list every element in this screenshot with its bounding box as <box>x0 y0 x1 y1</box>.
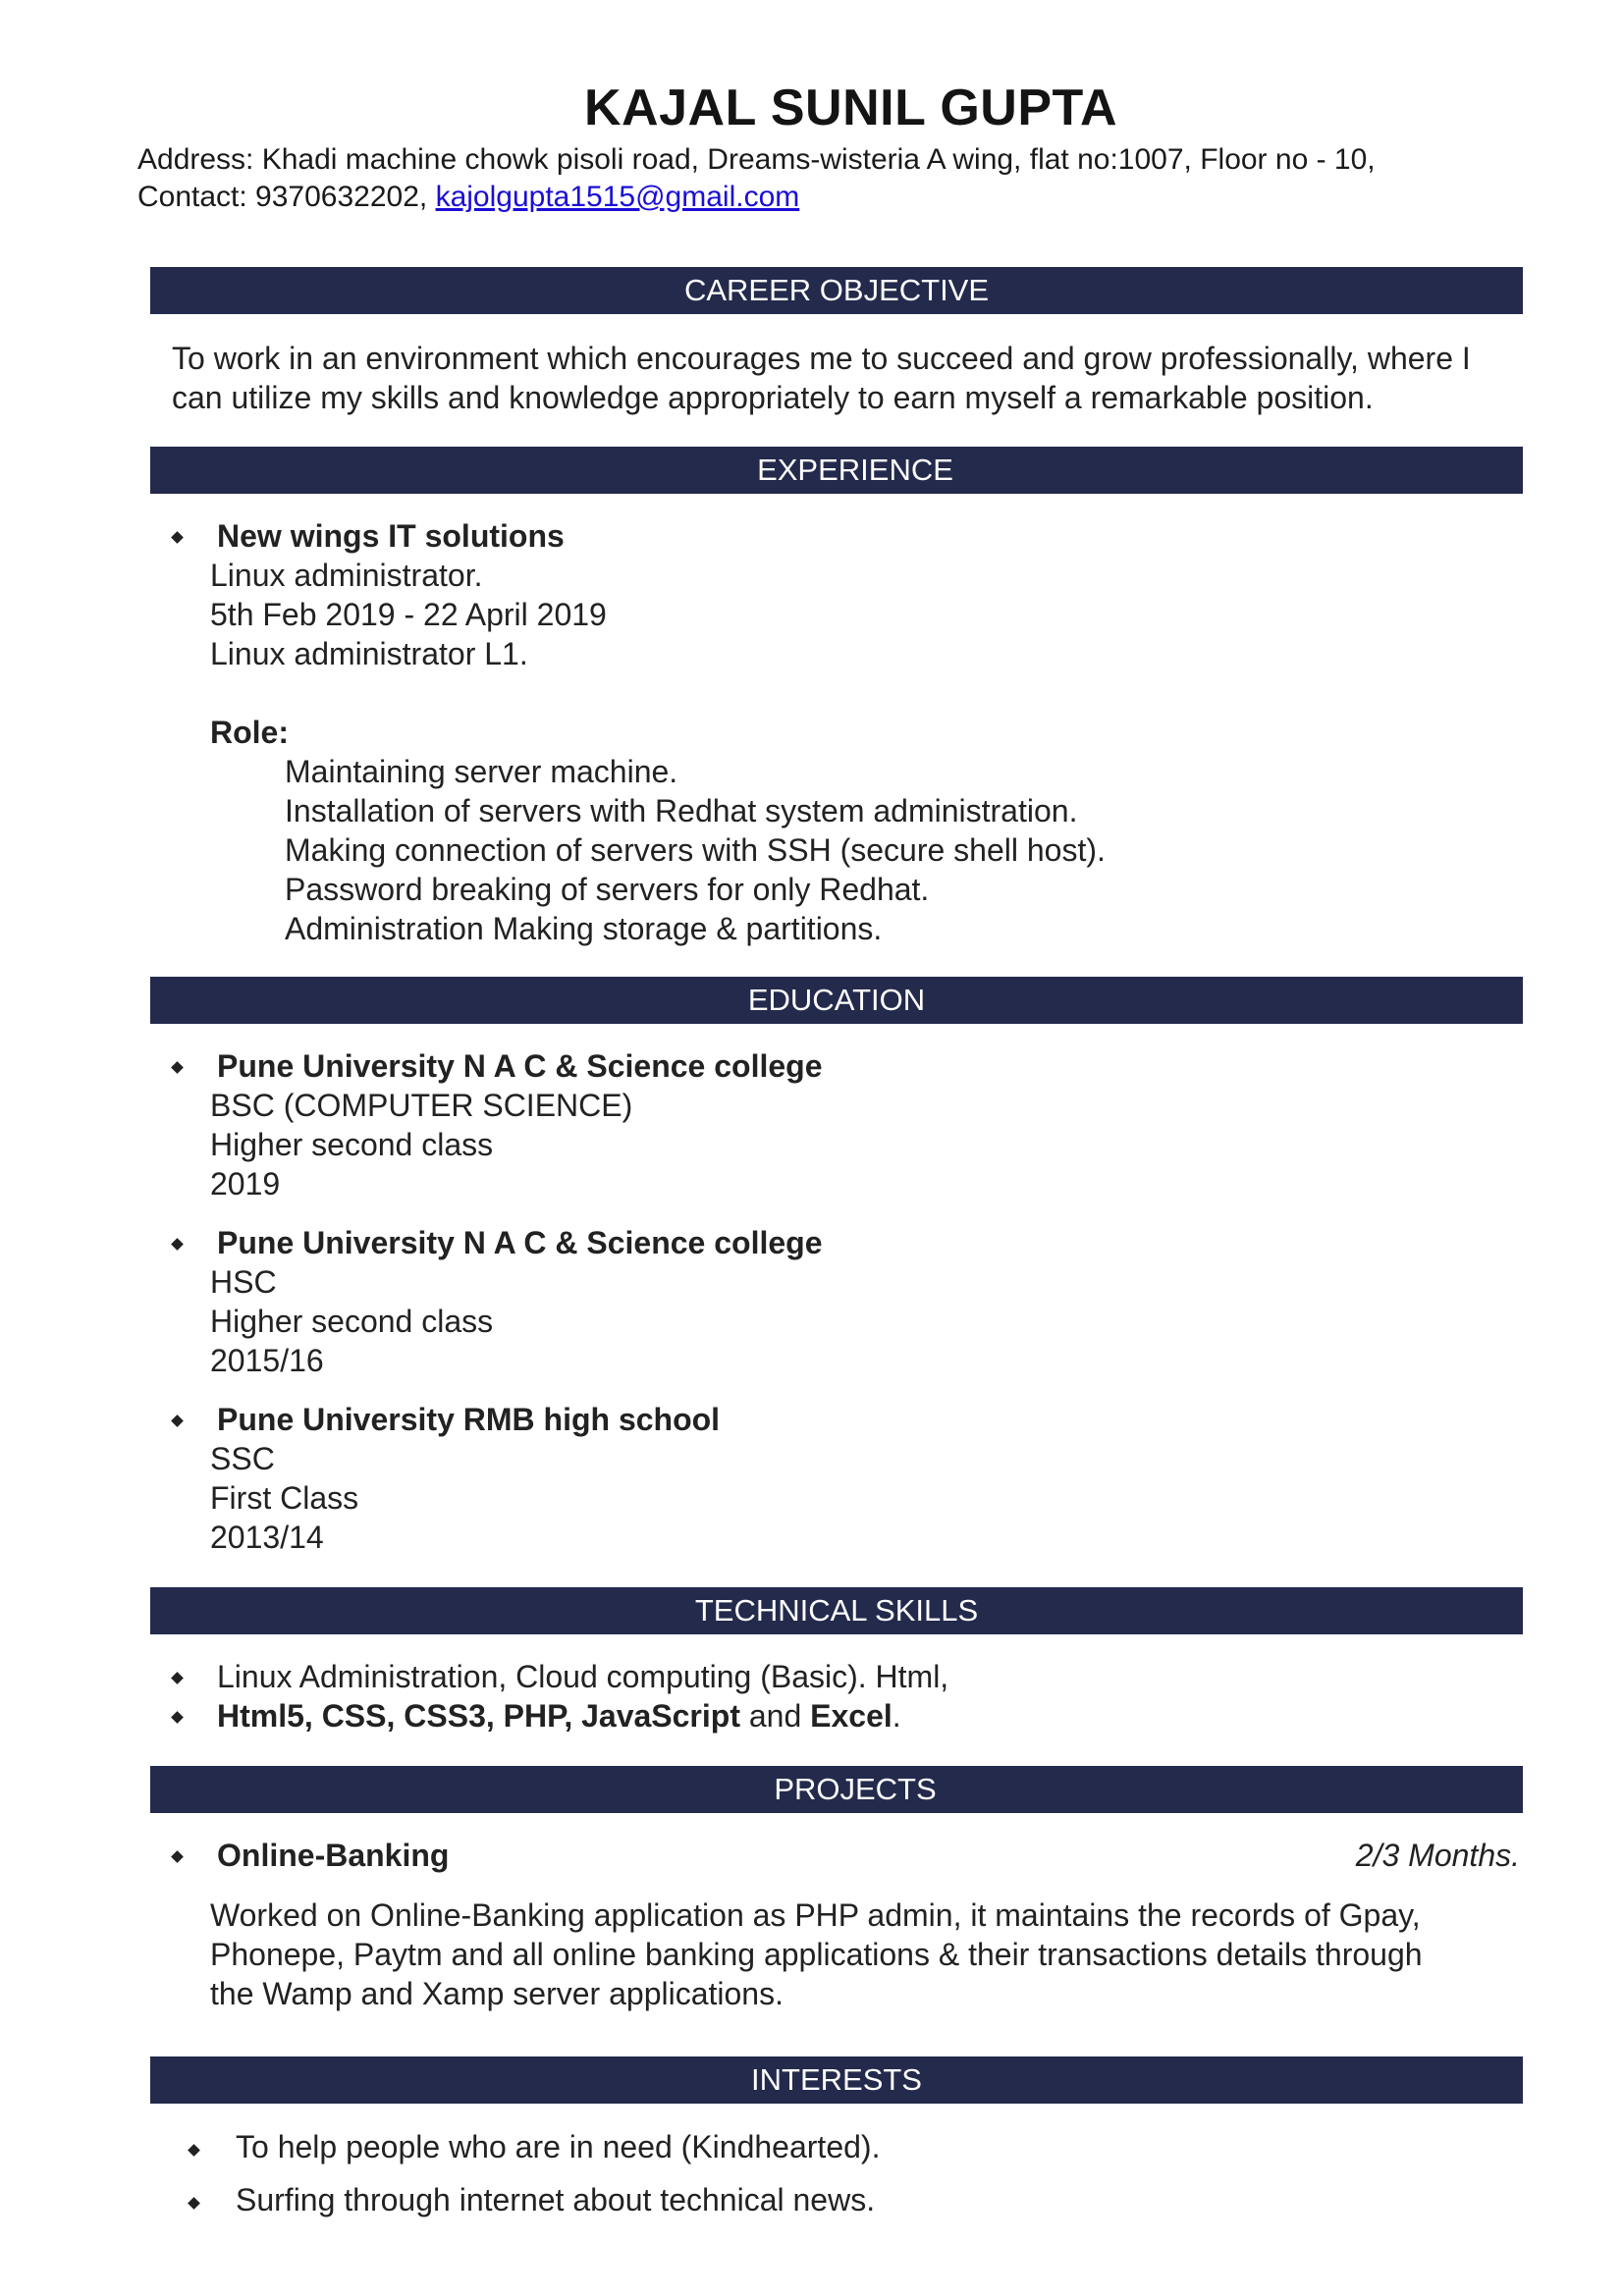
bullet-icon <box>171 531 184 544</box>
education-institution: Pune University RMB high school <box>217 1402 721 1437</box>
project-desc-line: the Wamp and Xamp server applications. <box>210 1976 784 2011</box>
section-title: INTERESTS <box>751 2062 922 2097</box>
bullet-icon <box>171 1415 184 1427</box>
education-institution: Pune University N A C & Science college <box>217 1048 823 1084</box>
interest-item: To help people who are in need (Kindhearted). <box>236 2129 881 2164</box>
project-duration: 2/3 Months. <box>1355 1838 1520 1873</box>
email-link[interactable]: kajolgupta1515@gmail.com <box>435 181 800 213</box>
bullet-icon <box>171 1238 184 1251</box>
education-grade: Higher second class <box>210 1304 494 1339</box>
phone-text: Contact: 9370632202, <box>137 181 436 213</box>
section-title: EDUCATION <box>747 983 926 1017</box>
skills-line-1: Linux Administration, Cloud computing (Basic). Html, <box>217 1659 949 1694</box>
objective-line-2: can utilize my skills and knowledge appropriately to earn myself a remarkable position. <box>172 380 1374 415</box>
section-bar-projects <box>150 1766 1523 1813</box>
education-degree: SSC <box>210 1441 275 1476</box>
education-year: 2019 <box>210 1166 281 1201</box>
contact-line <box>137 181 799 214</box>
section-title: EXPERIENCE <box>757 453 953 487</box>
education-grade: Higher second class <box>210 1127 494 1162</box>
education-year: 2015/16 <box>210 1343 324 1378</box>
section-bar-career-objective <box>150 267 1523 314</box>
project-desc-line: Phonepe, Paytm and all online banking applications & their transactions details through <box>210 1937 1423 1972</box>
role-label: Role: <box>210 715 289 750</box>
experience-position: Linux administrator. <box>210 558 483 593</box>
interest-item: Surfing through internet about technical news. <box>236 2182 876 2217</box>
project-name: Online-Banking <box>217 1838 450 1873</box>
section-bar-technical-skills <box>150 1587 1523 1634</box>
experience-dates: 5th Feb 2019 - 22 April 2019 <box>210 597 607 632</box>
candidate-name: KAJAL SUNIL GUPTA <box>584 80 1117 136</box>
education-degree: BSC (COMPUTER SCIENCE) <box>210 1088 633 1123</box>
section-bar-interests <box>150 2056 1523 2104</box>
education-grade: First Class <box>210 1480 359 1516</box>
role-item: Maintaining server machine. <box>285 754 678 789</box>
experience-level: Linux administrator L1. <box>210 636 528 671</box>
bullet-icon <box>171 1711 184 1724</box>
bullet-icon <box>188 2144 200 2157</box>
bullet-icon <box>171 1061 184 1074</box>
skills-period: . <box>892 1698 901 1734</box>
section-bar-experience <box>150 447 1523 494</box>
bullet-icon <box>188 2197 200 2210</box>
experience-company: New wings IT solutions <box>217 518 565 554</box>
role-item: Installation of servers with Redhat system administration. <box>285 793 1078 828</box>
role-item: Password breaking of servers for only Redhat. <box>285 872 930 907</box>
section-title: PROJECTS <box>774 1772 937 1806</box>
role-item: Making connection of servers with SSH (secure shell host). <box>285 832 1106 868</box>
education-year: 2013/14 <box>210 1520 324 1555</box>
bullet-icon <box>171 1672 184 1684</box>
role-item: Administration Making storage & partitions. <box>285 911 883 946</box>
skills-bold-excel: Excel <box>810 1698 893 1734</box>
project-desc-line: Worked on Online-Banking application as PHP admin, it maintains the records of Gpay, <box>210 1897 1421 1933</box>
skills-connector: and <box>739 1698 811 1734</box>
skills-line-2 <box>217 1696 901 1735</box>
section-bar-education <box>150 977 1523 1024</box>
bullet-icon <box>171 1850 184 1863</box>
skills-bold-list: Html5, CSS, CSS3, PHP, JavaScript <box>217 1698 740 1734</box>
objective-line-1: To work in an environment which encourages me to succeed and grow professionally, where I <box>172 341 1471 376</box>
education-degree: HSC <box>210 1264 277 1300</box>
section-title: CAREER OBJECTIVE <box>683 273 990 307</box>
address-line: Address: Khadi machine chowk pisoli road, Dreams-wisteria A wing, flat no:1007, Floor no - 10, <box>137 143 1376 176</box>
section-title: TECHNICAL SKILLS <box>694 1593 979 1628</box>
education-institution: Pune University N A C & Science college <box>217 1225 823 1260</box>
